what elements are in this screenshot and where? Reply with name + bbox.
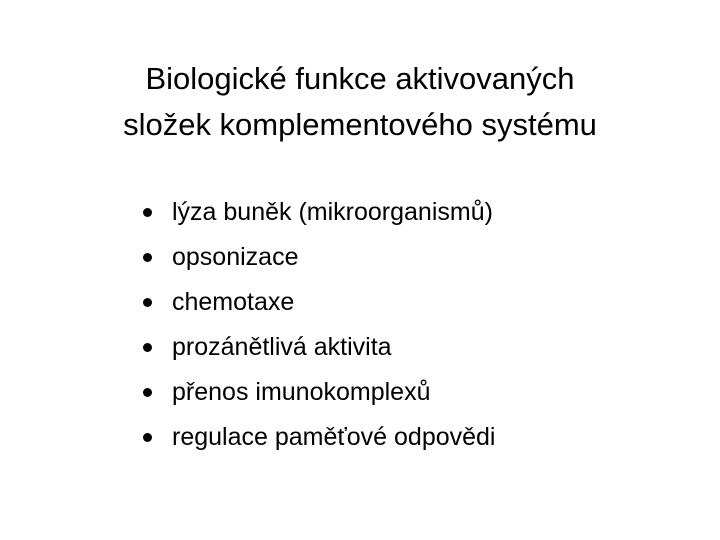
bullet-item <box>138 370 496 415</box>
bullet-icon <box>143 433 152 442</box>
bullet-icon <box>143 388 152 397</box>
slide-title <box>40 56 680 148</box>
bullet-item <box>138 190 496 235</box>
bullet-text: lýza buněk (mikroorganismů) <box>172 198 493 226</box>
bullet-text: regulace paměťové odpovědi <box>172 423 496 451</box>
bullet-icon <box>143 343 152 352</box>
bullet-item <box>138 415 496 460</box>
bullet-text: opsonizace <box>172 243 299 271</box>
bullet-list <box>138 190 496 460</box>
bullet-icon <box>143 298 152 307</box>
bullet-text: prozánětlivá aktivita <box>172 333 392 361</box>
bullet-icon <box>143 253 152 262</box>
bullet-item <box>138 280 496 325</box>
bullet-text: chemotaxe <box>172 288 295 316</box>
bullet-icon <box>143 208 152 217</box>
slide-title-line-2: složek komplementového systému <box>123 107 597 142</box>
bullet-text: přenos imunokomplexů <box>172 378 431 406</box>
bullet-item <box>138 235 496 280</box>
slide-title-line-1: Biologické funkce aktivovaných <box>145 61 575 96</box>
bullet-item <box>138 325 496 370</box>
